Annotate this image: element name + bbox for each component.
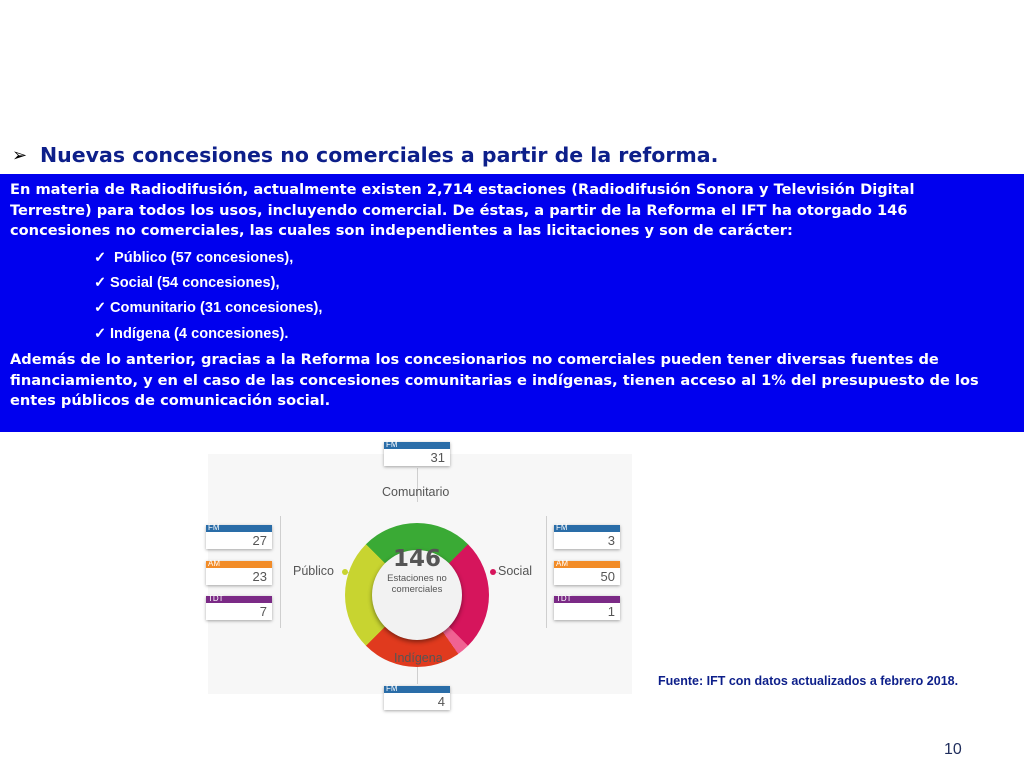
list-item [94, 296, 994, 321]
publico-am-box [206, 561, 272, 585]
bracket-line [546, 516, 547, 628]
am-value: 23 [252, 569, 267, 584]
social-tdt-box [554, 596, 620, 620]
fm-value: 27 [252, 533, 267, 548]
list-item [94, 322, 994, 347]
section-heading [12, 140, 1012, 170]
checkmark-icon: ✓ [94, 300, 107, 317]
total-stations: 146 [392, 546, 441, 572]
am-tag: AM [208, 559, 220, 568]
checkmark-icon: ✓ [94, 274, 107, 291]
checkmark-icon: ✓ [94, 249, 107, 266]
comunitario-label: Comunitario [382, 485, 450, 499]
publico-label: Público [293, 564, 334, 578]
list-item-text: Público (57 concesiones), [110, 249, 294, 266]
arrow-bullet-icon: ➢ [12, 144, 28, 166]
closing-paragraph: Además de lo anterior, gracias a la Reforma los concesionarios no comerciales pueden tener diversas fuentes de financiamiento, y en el caso de las concesiones comunitarias e indígenas, tienen acceso al 1% del presupuesto de los entes públicos de comunicación social. [10, 351, 979, 410]
tdt-value: 1 [607, 604, 615, 619]
fm-value: 31 [430, 450, 445, 465]
publico-tdt-box [206, 596, 272, 620]
fm-value: 4 [437, 694, 445, 709]
social-fm-box [554, 525, 620, 549]
tdt-tag: TDT [556, 594, 572, 603]
indigena-label: Indígena [394, 651, 443, 665]
tdt-tag: TDT [208, 594, 224, 603]
social-dot [490, 569, 496, 575]
tdt-value: 7 [259, 604, 267, 619]
fm-tag: FM [208, 523, 220, 532]
center-caption: Estaciones no comerciales [387, 573, 447, 595]
concessions-infographic [200, 436, 632, 716]
page-number: 10 [944, 741, 962, 758]
concession-type-list [10, 246, 994, 348]
social-label: Social [498, 564, 533, 578]
am-value: 50 [600, 569, 615, 584]
list-item-text: Indígena (4 concesiones). [110, 325, 289, 342]
indigena-fm-box [384, 686, 450, 710]
fm-tag: FM [556, 523, 568, 532]
publico-fm-box [206, 525, 272, 549]
bracket-line [280, 516, 281, 628]
heading-text: Nuevas concesiones no comerciales a partir de la reforma. [40, 143, 719, 167]
intro-paragraph: En materia de Radiodifusión, actualmente existen 2,714 estaciones (Radiodifusión Sonora y Televisión Digital Terrestre) para todos los usos, incluyendo comercial. De éstas, a partir de la Reforma el IFT ha otorgado 146 concesiones no comerciales, las cuales son independientes a las licitaciones y son de carácter: [10, 181, 915, 239]
checkmark-icon: ✓ [94, 325, 107, 342]
list-item-text: Social (54 concesiones), [110, 274, 280, 291]
comunitario-fm-box [384, 442, 450, 466]
source-note: Fuente: IFT con datos actualizados a febrero 2018. [658, 674, 959, 688]
list-item-text: Comunitario (31 concesiones), [110, 300, 323, 317]
am-tag: AM [556, 559, 568, 568]
social-am-box [554, 561, 620, 585]
fm-tag: FM [386, 684, 398, 693]
fm-tag: FM [386, 440, 398, 449]
fm-value: 3 [607, 533, 615, 548]
list-item [94, 246, 994, 271]
list-item [94, 271, 994, 296]
blue-info-panel [0, 174, 1024, 432]
